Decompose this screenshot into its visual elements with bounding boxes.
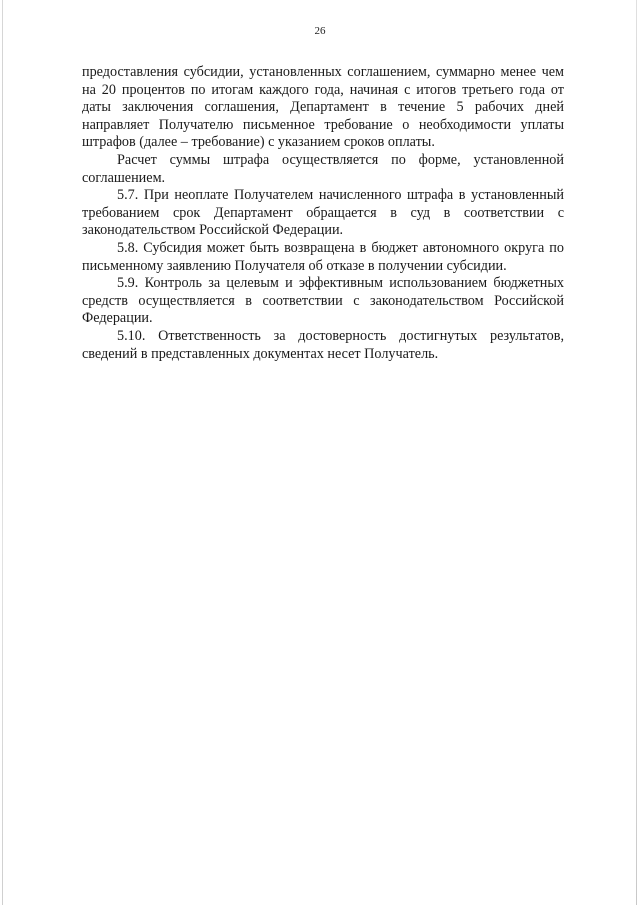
paragraph-5-9: 5.9. Контроль за целевым и эффективным использованием бюджетных средств осуществляется в соответствии с законодательством Российской Федерации. bbox=[82, 275, 564, 327]
paragraph-5-8: 5.8. Субсидия может быть возвращена в бюджет автономного округа по письменному заявлению Получателя об отказе в получении субсидии. bbox=[82, 239, 564, 274]
paragraph-5-10: 5.10. Ответственность за достоверность достигнутых результатов, сведений в представленных документах несет Получатель. bbox=[82, 327, 564, 362]
paragraph-penalty-calculation: Расчет суммы штрафа осуществляется по форме, установленной соглашением. bbox=[82, 151, 564, 186]
document-body bbox=[82, 64, 564, 363]
scan-edge-left bbox=[2, 0, 3, 905]
paragraph-5-7: 5.7. При неоплате Получателем начисленного штрафа в установленный требованием срок Департамент обращается в суд в соответствии с законодательством Российской Федерации. bbox=[82, 187, 564, 239]
paragraph-continuation: предоставления субсидии, установленных соглашением, суммарно менее чем на 20 процентов по итогам каждого года, начиная с итогов третьего года от даты заключения соглашения, Департамент в течение 5 рабочих дней направляет Получателю письменное требование о необходимости уплаты штрафов (далее – требование) с указанием сроков оплаты. bbox=[82, 64, 564, 151]
scan-edge-right bbox=[636, 0, 637, 905]
page-number: 26 bbox=[314, 25, 326, 37]
